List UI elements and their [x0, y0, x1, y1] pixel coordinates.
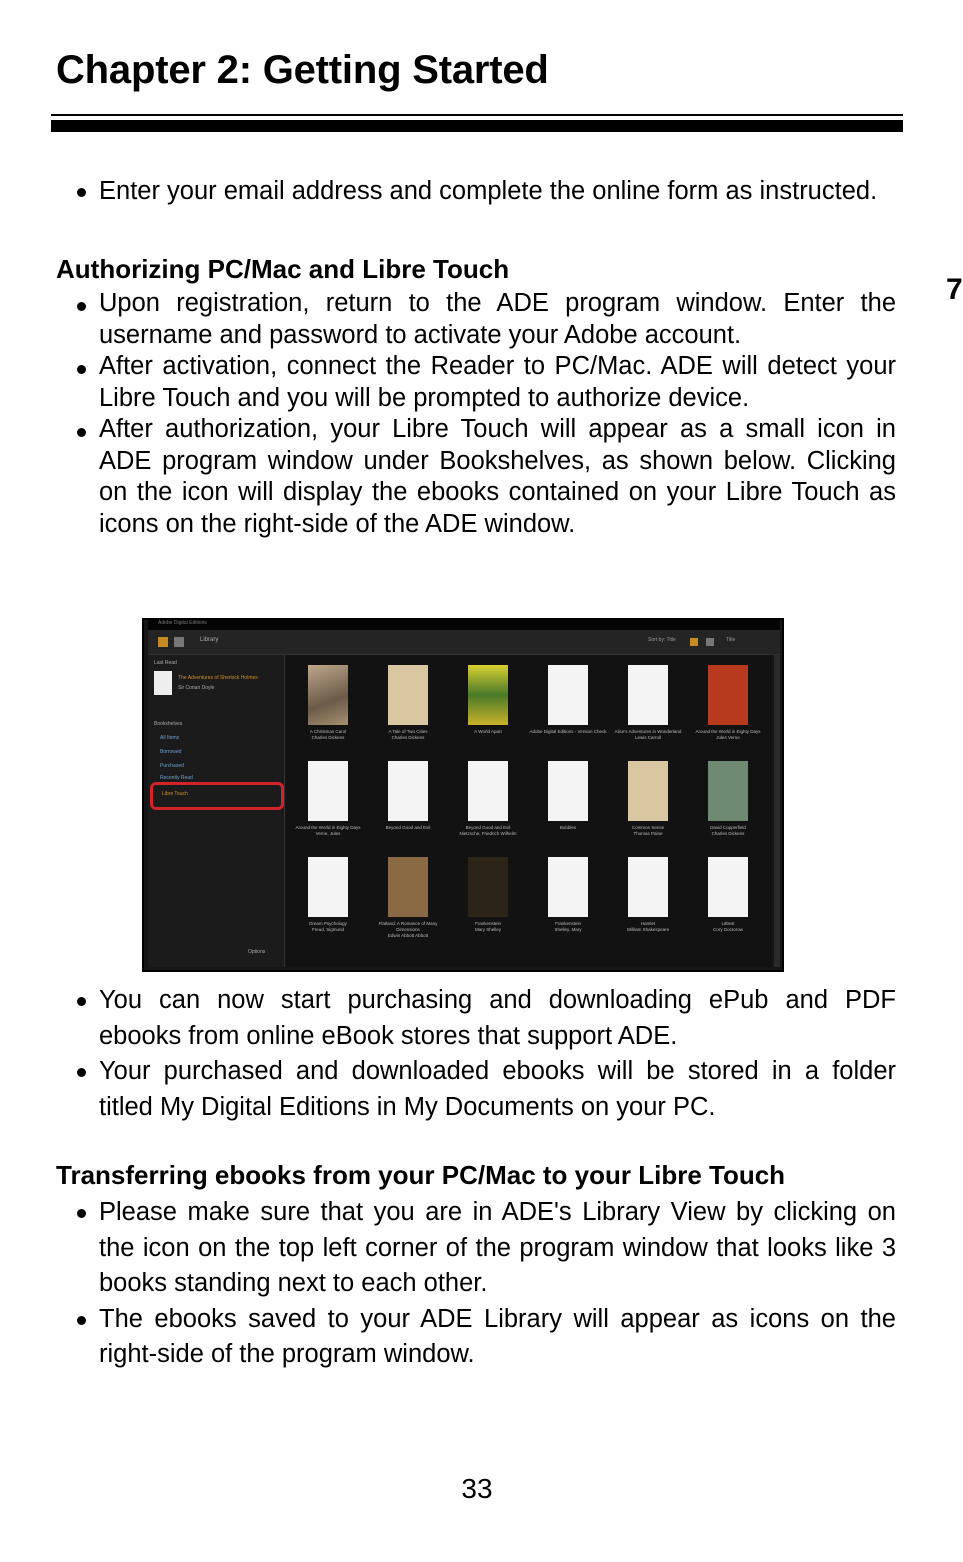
book-cover [548, 665, 588, 725]
book-title: Hamlet [640, 921, 656, 926]
shelf-all-items: All Items [160, 735, 180, 741]
shelf-borrowed: Borrowed [160, 749, 182, 755]
book-item [448, 849, 528, 945]
book-item [368, 849, 448, 945]
book-title: Around the World in Eighty Days [295, 825, 361, 830]
book-title: Bubbles [559, 825, 577, 830]
last-read-thumbnail [154, 671, 172, 695]
list-item: Enter your email address and complete the online form as instructed. [56, 174, 896, 210]
grid-view-icon [690, 638, 698, 646]
book-cover [708, 761, 748, 821]
book-title: Frankenstein [554, 921, 581, 926]
book-caption [528, 729, 608, 735]
header-rule-thin [51, 114, 903, 116]
book-caption [448, 825, 528, 837]
screenshot-scrollbar [774, 655, 780, 967]
page-number: 33 [461, 1473, 493, 1504]
book-caption [608, 825, 688, 837]
book-author: Mary Shelley [474, 927, 501, 932]
book-cover [548, 761, 588, 821]
book-author: Edwin Abbott Abbott [387, 933, 429, 938]
book-title: Common Sense [631, 825, 665, 830]
book-item [368, 753, 448, 849]
last-read-title: The Adventures of Sherlock Holmes [178, 675, 258, 681]
book-caption [368, 729, 448, 741]
section-heading-transferring: Transferring ebooks from your PC/Mac to your Libre Touch [56, 1160, 786, 1190]
section-heading-authorizing: Authorizing PC/Mac and Libre Touch [56, 254, 510, 284]
book-author: Charles Dickens [391, 735, 425, 740]
book-cover [468, 761, 508, 821]
book-title: David Copperfield [710, 825, 746, 830]
book-item [688, 849, 768, 945]
screenshot-library-label: Library [200, 637, 219, 643]
header-rule-thick [51, 120, 903, 132]
screenshot-toolbar [148, 630, 780, 655]
book-author: Jules Verne [716, 735, 740, 740]
last-read-label: Last Read [154, 660, 177, 666]
screenshot-sort-label: Sort by: Title [648, 637, 676, 643]
book-cover [708, 857, 748, 917]
book-item [608, 849, 688, 945]
device-label: Libre Touch [162, 791, 188, 797]
book-caption [448, 729, 528, 735]
book-cover [468, 857, 508, 917]
bookshelves-label: Bookshelves [154, 721, 183, 727]
book-item [528, 753, 608, 849]
book-author: Charles Dickens [711, 831, 745, 836]
book-caption [688, 921, 768, 933]
book-item [288, 753, 368, 849]
book-item [448, 657, 528, 753]
book-caption [288, 729, 368, 741]
screenshot-title-bar [148, 620, 780, 630]
shelf-recently-read: Recently Read [160, 775, 193, 781]
book-title: Littlest [721, 921, 735, 926]
book-author: Freud, Sigmund [311, 927, 345, 932]
book-author: Cory Doctorow [713, 927, 743, 932]
book-author: Thomas Paine [633, 831, 663, 836]
list-item: You can now start purchasing and downloading ePub and PDF ebooks from online eBook stores that support ADE. [56, 983, 896, 1054]
screenshot-window-title: Adobe Digital Editions [158, 620, 207, 626]
book-title: Adobe Digital Editions - Version Check [529, 729, 607, 734]
book-title: Around the World in Eighty Days [695, 729, 761, 734]
book-cover [388, 665, 428, 725]
book-item [688, 657, 768, 753]
screenshot-book-grid [286, 655, 772, 967]
book-caption [608, 921, 688, 933]
book-item [288, 849, 368, 945]
list-item: Please make sure that you are in ADE's Library View by clicking on the icon on the top left corner of the program window that looks like 3 books standing next to each other. [56, 1195, 896, 1302]
book-cover [308, 761, 348, 821]
book-item [688, 753, 768, 849]
book-caption [528, 825, 608, 831]
intro-bullets [56, 174, 896, 210]
book-author: Nietzsche, Friedrich Wilhelm [459, 831, 517, 836]
book-title: Dream Psychology [309, 921, 347, 926]
book-title: A Tale of Two Cities [388, 729, 428, 734]
list-item: After activation, connect the Reader to PC/Mac. ADE will detect your Libre Touch and you will be prompted to authorize device. [56, 351, 896, 414]
list-item: The ebooks saved to your ADE Library will appear as icons on the right-side of the program window. [56, 1302, 896, 1373]
book-cover [548, 857, 588, 917]
last-read-author: Sir Conan Doyle [178, 685, 215, 691]
list-item: After authorization, your Libre Touch will appear as a small icon in ADE program window under Bookshelves, as shown below. Clicking on the icon will display the ebooks contained on your Libre Touch as icons on the right-side of the ADE window. [56, 414, 896, 540]
book-cover [708, 665, 748, 725]
book-item [608, 753, 688, 849]
book-caption [448, 921, 528, 933]
book-item [528, 657, 608, 753]
book-item [368, 657, 448, 753]
list-item: Upon registration, return to the ADE program window. Enter the username and password to activate your Adobe account. [56, 288, 896, 351]
book-caption [688, 729, 768, 741]
book-cover [468, 665, 508, 725]
purchase-bullets [56, 983, 896, 1125]
book-author: Verne, Jules [315, 831, 341, 836]
book-title: Alice's Adventures in Wonderland [614, 729, 682, 734]
book-title: A Christmas Carol [309, 729, 347, 734]
book-item [528, 849, 608, 945]
book-title: A World Apart [474, 729, 502, 734]
book-caption [288, 825, 368, 837]
book-author: Charles Dickens [311, 735, 345, 740]
book-item [608, 657, 688, 753]
book-caption [368, 825, 448, 831]
book-title: Beyond Good and Evil [465, 825, 511, 830]
book-cover [308, 665, 348, 725]
book-author: Shelley, Mary [554, 927, 582, 932]
options-label: Options [248, 949, 266, 955]
list-view-icon [706, 638, 714, 646]
book-title: Frankenstein [474, 921, 501, 926]
book-cover [628, 857, 668, 917]
authorizing-bullets [56, 288, 896, 540]
transferring-bullets [56, 1195, 896, 1373]
book-cover [308, 857, 348, 917]
book-title: Flatland: A Romance of Many Dimensions [378, 921, 438, 932]
ade-screenshot [142, 618, 784, 972]
book-title: Beyond Good and Evil [385, 825, 431, 830]
book-caption [528, 921, 608, 933]
book-item [288, 657, 368, 753]
book-caption [368, 921, 448, 939]
book-cover [628, 761, 668, 821]
screenshot-title-label: Title [726, 637, 736, 643]
chapter-title: Chapter 2: Getting Started [56, 48, 549, 92]
book-cover [388, 857, 428, 917]
list-item: Your purchased and downloaded ebooks will be stored in a folder titled My Digital Editions in My Documents on your PC. [56, 1054, 896, 1125]
screenshot-sidebar [148, 655, 285, 967]
book-caption [608, 729, 688, 741]
book-caption [688, 825, 768, 837]
book-author: Lewis Carroll [634, 735, 661, 740]
edge-page-mark: 7 [946, 273, 963, 306]
reading-view-icon [174, 637, 184, 647]
book-item [448, 753, 528, 849]
book-author: William Shakespeare [626, 927, 670, 932]
book-cover [628, 665, 668, 725]
library-view-icon [158, 637, 168, 647]
book-cover [388, 761, 428, 821]
book-caption [288, 921, 368, 933]
shelf-purchased: Purchased [160, 763, 184, 769]
